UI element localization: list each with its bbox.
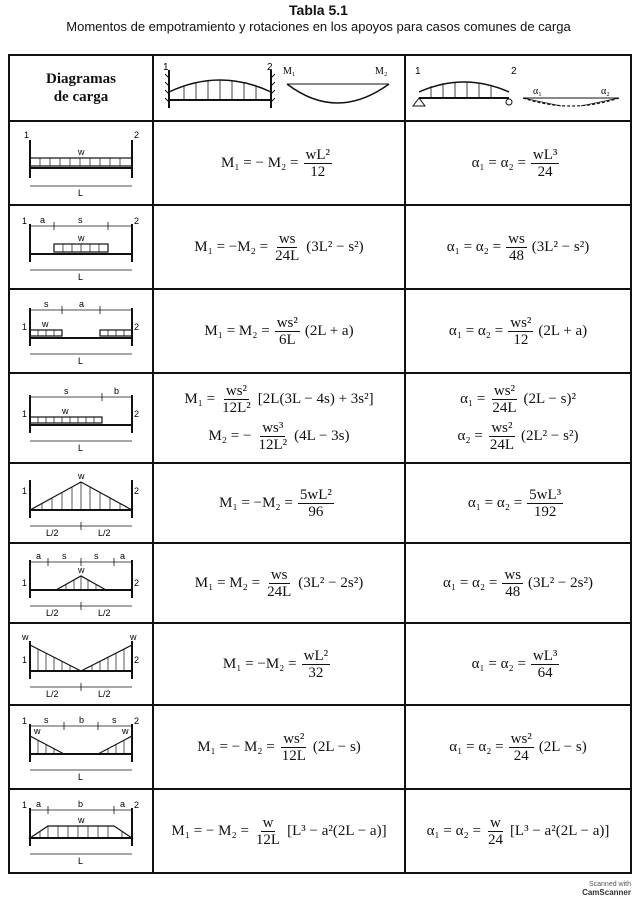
beam-moment-header-diagram bbox=[159, 62, 399, 114]
load-w-left-label: w bbox=[22, 632, 29, 642]
moment-formula: M₁ = M₂ = $\frac{\text{ws²}}{6L}$ (2L + a) bbox=[204, 314, 354, 348]
node-2-label: 2 bbox=[134, 800, 140, 810]
load-diagram-cell bbox=[9, 205, 153, 289]
load-w-right-label: w bbox=[130, 632, 137, 642]
beam-rotation-header-diagram bbox=[411, 62, 625, 114]
rotation-formula: α₁ = α₂ = $\frac{w}{24}$ [L³ − a²(2L − a)] bbox=[426, 814, 610, 848]
rotation-formula: α₁ = α₂ = $\frac{\text{ws²}}{24}$ (2L − s) bbox=[449, 730, 587, 764]
header-rot-node-1: 1 bbox=[415, 66, 421, 77]
table-row bbox=[9, 205, 631, 289]
moment-formula-cell bbox=[153, 205, 405, 289]
moment-formula: M₁ = M₂ = $\frac{ws}{24L}$ (3L² − 2s²) bbox=[194, 566, 364, 600]
load-w-label: w bbox=[78, 147, 85, 157]
header-node-2: 2 bbox=[267, 62, 273, 73]
span-L-label: L bbox=[78, 188, 84, 198]
moment-formula: M₁ = −M₂ = $\frac{\text{5wL²}}{96}$ bbox=[219, 486, 332, 520]
moment-formula-cell bbox=[153, 463, 405, 543]
node-1-label: 1 bbox=[22, 578, 28, 588]
moment-formula-cell bbox=[153, 121, 405, 205]
header-rotation-diagram bbox=[405, 55, 631, 121]
dim-a-label: a bbox=[40, 215, 46, 225]
rotation-formula: α₁ = α₂ = $\frac{\text{5wL³}}{192}$ bbox=[467, 486, 562, 520]
rotation-formula: α₁ = α₂ = $\frac{\text{wL³}}{24}$ bbox=[471, 146, 558, 180]
rotation-formula-cell bbox=[405, 463, 631, 543]
load-diagram-cell bbox=[9, 463, 153, 543]
fixed-end-moments-table bbox=[8, 54, 632, 874]
header-moment-diagram bbox=[153, 55, 405, 121]
load-diagram-cell bbox=[9, 373, 153, 463]
header-node-1: 1 bbox=[163, 62, 169, 73]
span-L-label: L bbox=[78, 772, 84, 782]
header-load-diagrams bbox=[9, 55, 153, 121]
table-subtitle: Momentos de empotramiento y rotaciones en los apoyos para casos comunes de carga bbox=[66, 19, 571, 34]
moment-formula: M₁ = −M₂ = $\frac{ws}{24L}$ (3L² − s²) bbox=[194, 230, 364, 264]
table-row bbox=[9, 373, 631, 463]
table-row bbox=[9, 121, 631, 205]
load-diagram-cell bbox=[9, 623, 153, 705]
load-w-label: w bbox=[78, 233, 85, 243]
rotation-formula-a2: α₂ = $\frac{\text{ws²}}{24L}$ (2L² − s²) bbox=[457, 420, 579, 453]
table-title: Tabla 5.1 bbox=[289, 2, 348, 18]
watermark-line-1: Scanned with bbox=[588, 881, 631, 888]
node-1-label: 1 bbox=[22, 216, 28, 226]
moment-formula: M₁ = − M₂ = $\frac{w}{12L}$ [L³ − a²(2L − a)] bbox=[171, 814, 387, 848]
span-L-label: L bbox=[78, 272, 84, 282]
rotation-formula-a1: α₁ = $\frac{\text{ws²}}{24L}$ (2L − s)² bbox=[460, 383, 576, 416]
end-triangular-loads-diagram bbox=[18, 629, 144, 699]
dim-b-label: b bbox=[78, 799, 84, 809]
half-span-left-label: L/2 bbox=[46, 528, 59, 538]
node-2-label: 2 bbox=[134, 486, 140, 496]
dim-a-left-label: a bbox=[36, 799, 42, 809]
rotation-formula-cell bbox=[405, 205, 631, 289]
node-1-label: 1 bbox=[22, 800, 28, 810]
dim-s-label: s bbox=[78, 215, 83, 225]
dim-s-left-label: s bbox=[62, 551, 67, 561]
rotation-formula-cell bbox=[405, 289, 631, 373]
span-L-label: L bbox=[78, 856, 84, 866]
central-triangular-partial-diagram bbox=[18, 548, 144, 618]
load-diagram-cell bbox=[9, 289, 153, 373]
load-w-label: w bbox=[62, 406, 69, 416]
load-diagram-cell bbox=[9, 543, 153, 623]
dim-a-left-label: a bbox=[36, 551, 42, 561]
rotation-formula: α₁ = α₂ = $\frac{ws}{48}$ (3L² − s²) bbox=[446, 230, 590, 264]
uniform-load-diagram bbox=[18, 128, 144, 198]
load-w-right-label: w bbox=[122, 726, 129, 736]
load-diagram-cell bbox=[9, 121, 153, 205]
header-alpha2-label: α₂ bbox=[601, 86, 610, 97]
header-alpha1-label: α₁ bbox=[533, 86, 542, 97]
node-2-label: 2 bbox=[134, 130, 140, 140]
node-1-label: 1 bbox=[22, 409, 28, 419]
moment-formula: M₁ = − M₂ = $\frac{\text{wL²}}{12}$ bbox=[220, 146, 330, 180]
node-1-label: 1 bbox=[22, 655, 28, 665]
load-diagram-cell bbox=[9, 789, 153, 873]
dim-s-left-label: s bbox=[44, 715, 49, 725]
half-span-right-label: L/2 bbox=[98, 689, 111, 699]
moment-formula-m2: M₂ = − $\frac{\text{ws³}}{\text{12L²}}$ (4L − 3s) bbox=[208, 420, 350, 453]
dim-b-label: b bbox=[79, 715, 85, 725]
node-1-label: 1 bbox=[22, 322, 28, 332]
node-1-label: 1 bbox=[22, 716, 28, 726]
camscanner-watermark bbox=[582, 881, 631, 897]
table-row bbox=[9, 705, 631, 789]
half-span-left-label: L/2 bbox=[46, 689, 59, 699]
load-diagram-cell bbox=[9, 705, 153, 789]
rotation-formula-cell bbox=[405, 373, 631, 463]
moment-formula-cell bbox=[153, 705, 405, 789]
rotation-formula-cell bbox=[405, 121, 631, 205]
left-partial-load-diagram bbox=[18, 383, 144, 453]
header-rot-node-2: 2 bbox=[511, 66, 517, 77]
triangular-center-load-diagram bbox=[18, 468, 144, 538]
node-2-label: 2 bbox=[134, 655, 140, 665]
moment-formula-cell bbox=[153, 373, 405, 463]
table-row bbox=[9, 543, 631, 623]
node-2-label: 2 bbox=[134, 322, 140, 332]
rotation-formula-cell bbox=[405, 623, 631, 705]
dim-s-right-label: s bbox=[94, 551, 99, 561]
half-span-left-label: L/2 bbox=[46, 608, 59, 618]
dim-s-right-label: s bbox=[112, 715, 117, 725]
dim-s-label: s bbox=[44, 299, 49, 309]
rotation-formula: α₁ = α₂ = $\frac{\text{ws²}}{12}$ (2L + a) bbox=[448, 314, 588, 348]
rotation-formula: α₁ = α₂ = $\frac{ws}{48}$ (3L² − 2s²) bbox=[443, 566, 593, 600]
node-1-label: 1 bbox=[22, 486, 28, 496]
dim-a-label: a bbox=[79, 299, 85, 309]
rotation-formula: α₁ = α₂ = $\frac{\text{wL³}}{64}$ bbox=[471, 647, 558, 681]
rotation-formula-cell bbox=[405, 789, 631, 873]
dim-b-label: b bbox=[114, 386, 120, 396]
span-L-label: L bbox=[78, 443, 84, 453]
dim-s-label: s bbox=[64, 386, 69, 396]
header-row bbox=[9, 55, 631, 121]
header-m2-label: M₂ bbox=[375, 66, 388, 77]
table-row bbox=[9, 463, 631, 543]
rotation-formula-cell bbox=[405, 543, 631, 623]
load-w-label: w bbox=[78, 565, 85, 575]
load-w-left-label: w bbox=[34, 726, 41, 736]
load-w-label: w bbox=[42, 319, 49, 329]
moment-formula-cell bbox=[153, 289, 405, 373]
header-load-diagrams-label: Diagramas de carga bbox=[46, 71, 116, 105]
central-partial-load-diagram bbox=[18, 212, 144, 282]
rotation-formula-cell bbox=[405, 705, 631, 789]
node-1-label: 1 bbox=[24, 130, 30, 140]
node-2-label: 2 bbox=[134, 716, 140, 726]
load-w-label: w bbox=[78, 471, 85, 481]
end-partial-loads-diagram bbox=[18, 296, 144, 366]
trapezoidal-load-diagram bbox=[18, 796, 144, 866]
moment-formula-m1: M₁ = $\frac{\text{ws²}}{\text{12L²}}$ [2L(3L − 4s) + 3s²] bbox=[184, 383, 374, 416]
end-triangles-length-s-diagram bbox=[18, 712, 144, 782]
half-span-right-label: L/2 bbox=[98, 608, 111, 618]
dim-a-right-label: a bbox=[120, 799, 126, 809]
node-2-label: 2 bbox=[134, 216, 140, 226]
load-w-label: w bbox=[78, 815, 85, 825]
table-row bbox=[9, 789, 631, 873]
moment-formula: M₁ = −M₂ = $\frac{\text{wL²}}{32}$ bbox=[222, 647, 329, 681]
node-2-label: 2 bbox=[134, 578, 140, 588]
table-row bbox=[9, 623, 631, 705]
dim-a-right-label: a bbox=[120, 551, 126, 561]
table-row bbox=[9, 289, 631, 373]
half-span-right-label: L/2 bbox=[98, 528, 111, 538]
moment-formula-cell bbox=[153, 543, 405, 623]
header-m1-label: M₁ bbox=[283, 66, 296, 77]
watermark-line-2: CamScanner bbox=[582, 888, 631, 897]
moment-formula: M₁ = − M₂ = $\frac{\text{ws²}}{12L}$ (2L − s) bbox=[197, 730, 361, 764]
moment-formula-cell bbox=[153, 789, 405, 873]
moment-formula-cell bbox=[153, 623, 405, 705]
span-L-label: L bbox=[78, 356, 84, 366]
node-2-label: 2 bbox=[134, 409, 140, 419]
